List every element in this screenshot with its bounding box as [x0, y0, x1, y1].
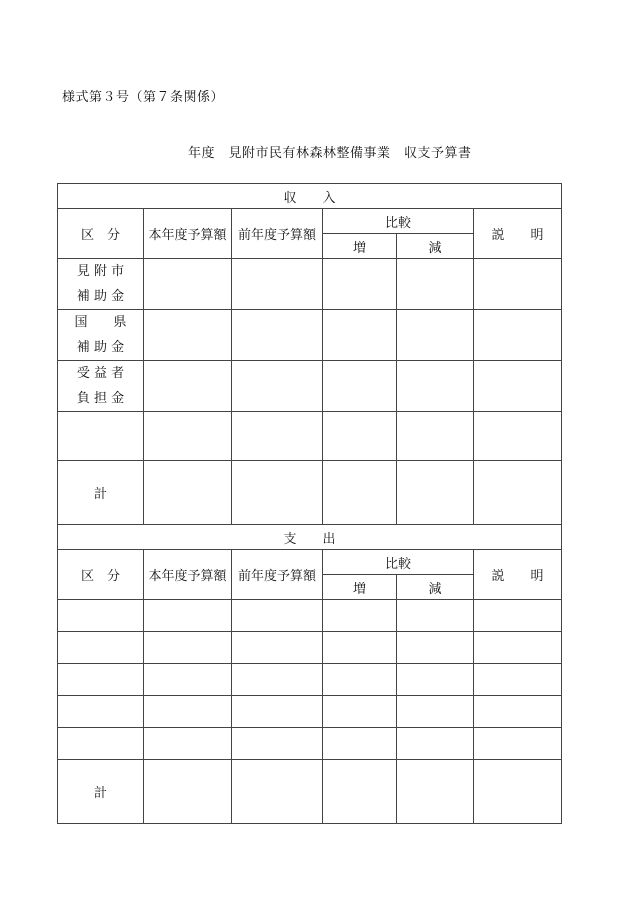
expense-header-row: [58, 550, 562, 575]
expense-cell-category[interactable]: [58, 664, 144, 696]
expense-header-previous-budget: 前年度予算額: [232, 550, 323, 600]
expense-total-explanation[interactable]: [474, 760, 562, 824]
expense-total-previous[interactable]: [232, 760, 323, 824]
income-row-label-line2: 補 助 金: [76, 340, 125, 355]
income-cell-previous[interactable]: [232, 310, 323, 361]
income-cell-previous[interactable]: [232, 361, 323, 412]
expense-cell-increase[interactable]: [323, 632, 397, 664]
expense-cell-category[interactable]: [58, 600, 144, 632]
expense-cell-decrease[interactable]: [397, 664, 474, 696]
income-total-row: [58, 461, 562, 525]
income-cell-decrease[interactable]: [397, 310, 474, 361]
income-cell-explanation[interactable]: [474, 361, 562, 412]
expense-total-increase[interactable]: [323, 760, 397, 824]
income-header-previous-budget: 前年度予算額: [232, 209, 323, 259]
expense-cell-explanation[interactable]: [474, 600, 562, 632]
income-header-category: 区 分: [58, 209, 144, 259]
income-cell-decrease[interactable]: [397, 412, 474, 461]
income-row-label-line1: 国 県: [74, 315, 127, 330]
expense-cell-current[interactable]: [144, 696, 232, 728]
expense-cell-current[interactable]: [144, 728, 232, 760]
income-section-label: 収 入: [58, 184, 562, 209]
expense-cell-decrease[interactable]: [397, 696, 474, 728]
income-row-label[interactable]: [58, 412, 144, 461]
income-row-blank: [58, 412, 562, 461]
expense-section-row: [58, 525, 562, 550]
income-row-label-line1: 受 益 者: [76, 366, 125, 381]
income-row-label-line2: 補 助 金: [76, 289, 125, 304]
income-cell-explanation[interactable]: [474, 259, 562, 310]
expense-cell-decrease[interactable]: [397, 728, 474, 760]
income-total-decrease[interactable]: [397, 461, 474, 525]
income-total-label: 計: [58, 461, 144, 525]
expense-cell-current[interactable]: [144, 600, 232, 632]
income-cell-previous[interactable]: [232, 259, 323, 310]
expense-cell-current[interactable]: [144, 664, 232, 696]
expense-cell-previous[interactable]: [232, 664, 323, 696]
income-total-increase[interactable]: [323, 461, 397, 525]
income-row-beneficiary-contribution: [58, 361, 562, 412]
expense-total-current[interactable]: [144, 760, 232, 824]
expense-cell-increase[interactable]: [323, 664, 397, 696]
income-cell-decrease[interactable]: [397, 259, 474, 310]
income-cell-current[interactable]: [144, 310, 232, 361]
expense-cell-category[interactable]: [58, 632, 144, 664]
expense-total-row: [58, 760, 562, 824]
expense-header-decrease: 減: [397, 575, 474, 600]
expense-header-current-budget: 本年度予算額: [144, 550, 232, 600]
expense-total-decrease[interactable]: [397, 760, 474, 824]
expense-cell-current[interactable]: [144, 632, 232, 664]
income-row-label: [58, 259, 144, 310]
expense-cell-category[interactable]: [58, 696, 144, 728]
expense-header-increase: 増: [323, 575, 397, 600]
income-row-label: [58, 361, 144, 412]
income-row-label-line2: 負 担 金: [76, 391, 125, 406]
income-cell-explanation[interactable]: [474, 412, 562, 461]
expense-row: [58, 696, 562, 728]
income-cell-current[interactable]: [144, 412, 232, 461]
expense-cell-explanation[interactable]: [474, 664, 562, 696]
income-cell-increase[interactable]: [323, 259, 397, 310]
expense-cell-increase[interactable]: [323, 696, 397, 728]
expense-header-comparison: 比較: [323, 550, 474, 575]
income-section-row: [58, 184, 562, 209]
form-number: 様式第３号（第７条関係）: [62, 90, 225, 105]
expense-row: [58, 664, 562, 696]
income-header-comparison: 比較: [323, 209, 474, 234]
expense-cell-explanation[interactable]: [474, 728, 562, 760]
expense-total-label: 計: [58, 760, 144, 824]
income-cell-previous[interactable]: [232, 412, 323, 461]
expense-row: [58, 600, 562, 632]
expense-cell-category[interactable]: [58, 728, 144, 760]
income-header-increase: 増: [323, 234, 397, 259]
income-header-decrease: 減: [397, 234, 474, 259]
expense-cell-previous[interactable]: [232, 728, 323, 760]
expense-row: [58, 728, 562, 760]
document-title: 年度 見附市民有林森林整備事業 収支予算書: [188, 146, 472, 161]
expense-cell-decrease[interactable]: [397, 600, 474, 632]
budget-table: [57, 183, 562, 824]
expense-cell-explanation[interactable]: [474, 632, 562, 664]
expense-header-explanation: 説 明: [474, 550, 562, 600]
expense-cell-previous[interactable]: [232, 632, 323, 664]
income-row-label: [58, 310, 144, 361]
income-cell-increase[interactable]: [323, 412, 397, 461]
income-header-explanation: 説 明: [474, 209, 562, 259]
income-cell-increase[interactable]: [323, 361, 397, 412]
expense-cell-explanation[interactable]: [474, 696, 562, 728]
income-cell-decrease[interactable]: [397, 361, 474, 412]
expense-cell-previous[interactable]: [232, 696, 323, 728]
income-total-current[interactable]: [144, 461, 232, 525]
income-header-current-budget: 本年度予算額: [144, 209, 232, 259]
expense-cell-increase[interactable]: [323, 728, 397, 760]
expense-row: [58, 632, 562, 664]
expense-section-label: 支 出: [58, 525, 562, 550]
income-cell-current[interactable]: [144, 259, 232, 310]
income-row-national-prefectural-subsidy: [58, 310, 562, 361]
expense-header-category: 区 分: [58, 550, 144, 600]
expense-cell-decrease[interactable]: [397, 632, 474, 664]
income-row-city-subsidy: [58, 259, 562, 310]
income-cell-increase[interactable]: [323, 310, 397, 361]
income-cell-current[interactable]: [144, 361, 232, 412]
income-header-row: [58, 209, 562, 234]
income-row-label-line1: 見 附 市: [76, 264, 125, 279]
expense-cell-increase[interactable]: [323, 600, 397, 632]
expense-cell-previous[interactable]: [232, 600, 323, 632]
income-cell-explanation[interactable]: [474, 310, 562, 361]
income-total-explanation[interactable]: [474, 461, 562, 525]
income-total-previous[interactable]: [232, 461, 323, 525]
